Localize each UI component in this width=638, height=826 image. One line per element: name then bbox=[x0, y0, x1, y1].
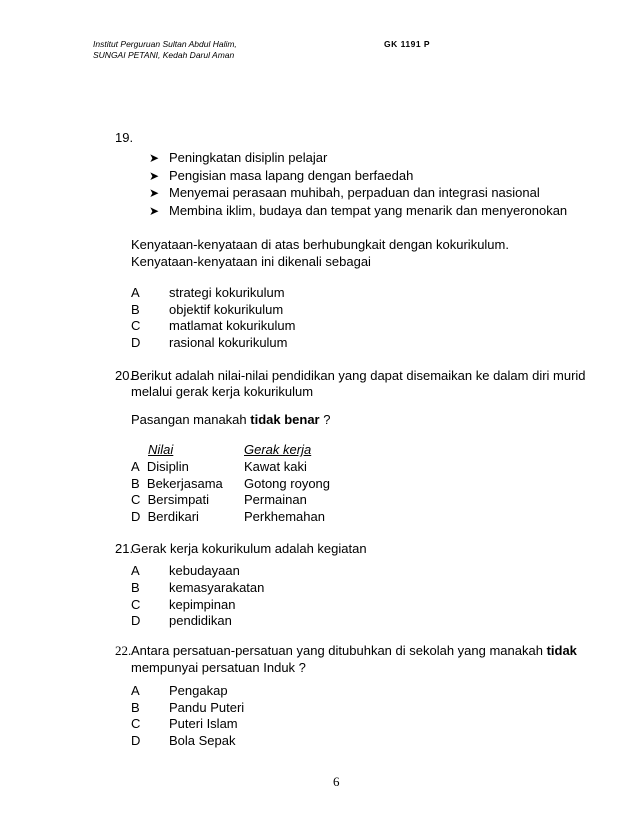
q19-option-text: objektif kokurikulum bbox=[169, 302, 284, 317]
q19-option-letter: A bbox=[131, 285, 140, 300]
q19-option-text: matlamat kokurikulum bbox=[169, 318, 296, 333]
arrow-bullet-icon: ➤ bbox=[149, 151, 160, 165]
q20-row-gerak: Perkhemahan bbox=[244, 509, 325, 524]
q22-option-letter: B bbox=[131, 700, 140, 715]
q21-option-text: kebudayaan bbox=[169, 563, 240, 578]
q19-bullet: ➤ Membina iklim, budaya dan tempat yang menarik dan menyeronokan bbox=[149, 203, 568, 218]
q19-stem-line2: Kenyataan-kenyataan ini dikenali sebagai bbox=[131, 254, 371, 269]
q22-option-letter: C bbox=[131, 716, 141, 731]
q22-option-letter: D bbox=[131, 733, 141, 748]
arrow-bullet-icon: ➤ bbox=[149, 169, 160, 183]
q21-option-text: kepimpinan bbox=[169, 597, 236, 612]
q22-option-text: Puteri Islam bbox=[169, 716, 238, 731]
q19-option-text: rasional kokurikulum bbox=[169, 335, 288, 350]
q20-row: C Bersimpati bbox=[131, 492, 210, 507]
q19-option-letter: C bbox=[131, 318, 141, 333]
q21-stem: Gerak kerja kokurikulum adalah kegiatan bbox=[131, 541, 367, 556]
header-institute-line2: SUNGAI PETANI, Kedah Darul Aman bbox=[93, 50, 235, 60]
q20-col-header-nilai: Nilai bbox=[148, 442, 174, 457]
q21-option-letter: C bbox=[131, 597, 141, 612]
header-institute-line1: Institut Perguruan Sultan Abdul Halim, bbox=[93, 39, 237, 49]
q21-option-letter: B bbox=[131, 580, 140, 595]
q21-option-letter: D bbox=[131, 613, 141, 628]
q20-row: D Berdikari bbox=[131, 509, 199, 524]
q20-prompt: Pasangan manakah tidak benar ? bbox=[131, 412, 331, 427]
q20-row-gerak: Gotong royong bbox=[244, 476, 331, 491]
q19-bullet: ➤ Peningkatan disiplin pelajar bbox=[149, 150, 328, 165]
q20-stem-line2: melalui gerak kerja kokurikulum bbox=[131, 384, 314, 399]
q20-row-gerak: Kawat kaki bbox=[244, 459, 307, 474]
q20-row-gerak: Permainan bbox=[244, 492, 307, 507]
q20-col-header-gerak: Gerak kerja bbox=[244, 442, 312, 457]
q19-bullet: ➤ Pengisian masa lapang dengan berfaedah bbox=[149, 168, 414, 183]
q19-option-letter: D bbox=[131, 335, 141, 350]
q22-stem-emphasis: tidak bbox=[546, 643, 577, 658]
q20-row: B Bekerjasama bbox=[131, 476, 223, 491]
q22-option-text: Pengakap bbox=[169, 683, 228, 698]
q22-stem-line2: mempunyai persatuan Induk ? bbox=[131, 660, 306, 675]
q19-stem-line1: Kenyataan-kenyataan di atas berhubungkait dengan kokurikulum. bbox=[131, 237, 509, 252]
arrow-bullet-icon: ➤ bbox=[149, 204, 160, 218]
arrow-bullet-icon: ➤ bbox=[149, 186, 160, 200]
header-course-code: GK 1191 P bbox=[384, 39, 431, 49]
q22-option-text: Bola Sepak bbox=[169, 733, 236, 748]
q19-option-text: strategi kokurikulum bbox=[169, 285, 285, 300]
q21-option-letter: A bbox=[131, 563, 140, 578]
q22-option-text: Pandu Puteri bbox=[169, 700, 245, 715]
q19-bullet: ➤ Menyemai perasaan muhibah, perpaduan dan integrasi nasional bbox=[149, 185, 540, 200]
q21-option-text: kemasyarakatan bbox=[169, 580, 265, 595]
header-institute bbox=[93, 39, 237, 61]
q20-prompt-emphasis: tidak benar bbox=[250, 412, 320, 427]
q20-row: A Disiplin bbox=[131, 459, 189, 474]
q21-number: 21. bbox=[115, 541, 134, 556]
q22-option-letter: A bbox=[131, 683, 140, 698]
page-number: 6 bbox=[333, 774, 340, 789]
q21-option-text: pendidikan bbox=[169, 613, 232, 628]
q19-number: 19. bbox=[115, 130, 134, 145]
q22-number: 22. bbox=[115, 643, 132, 658]
q19-option-letter: B bbox=[131, 302, 140, 317]
q20-number: 20. bbox=[115, 368, 134, 383]
q20-stem-line1: Berikut adalah nilai-nilai pendidikan yang dapat disemaikan ke dalam diri murid bbox=[131, 368, 586, 383]
q22-stem-line1: Antara persatuan-persatuan yang ditubuhkan di sekolah yang manakah tidak bbox=[131, 643, 577, 658]
